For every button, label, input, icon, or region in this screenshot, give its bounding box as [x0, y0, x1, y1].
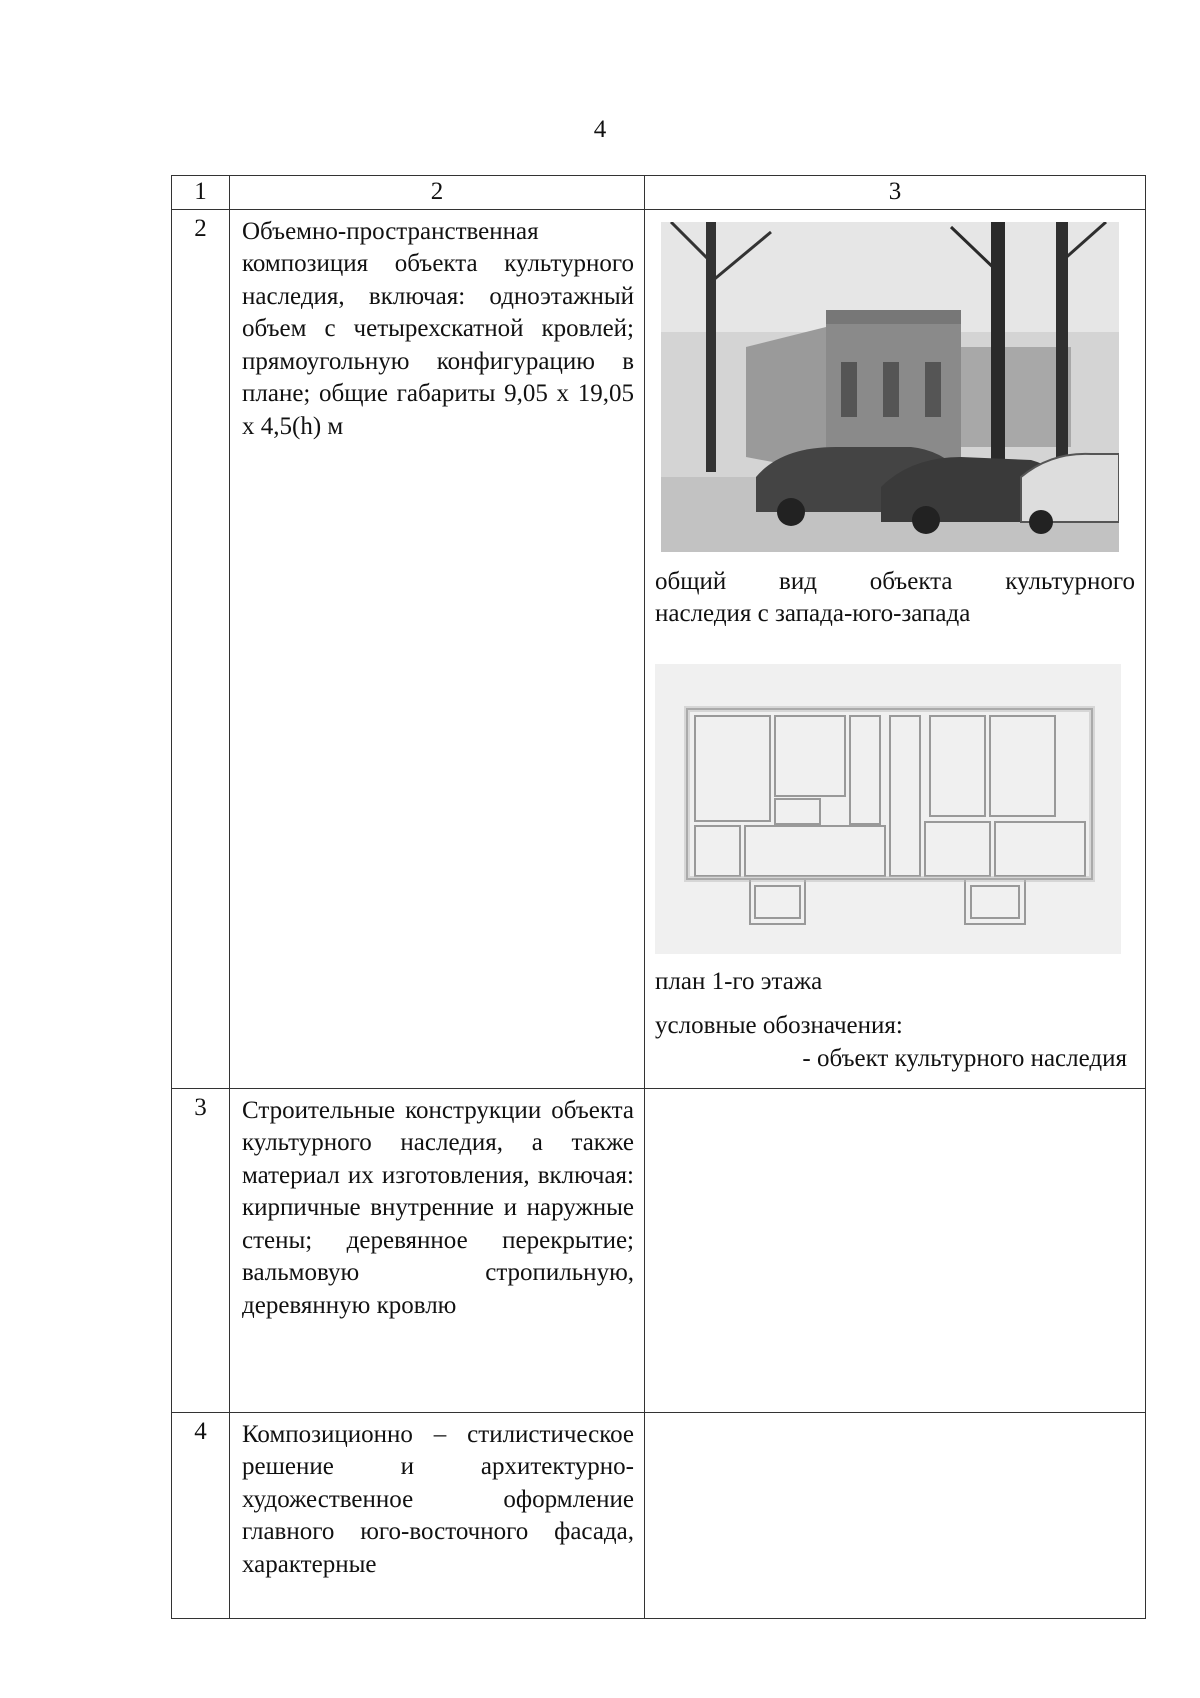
table-row [172, 1088, 1146, 1412]
building-photo [661, 222, 1119, 552]
header-cell-1: 1 [172, 176, 230, 210]
heritage-table [171, 175, 1146, 1619]
row-illustrations [645, 209, 1146, 1088]
row-number: 4 [172, 1412, 230, 1618]
legend-title: условные обозначения: [655, 1012, 903, 1039]
photo-caption [645, 552, 1145, 630]
legend-item: - объект культурного наследия [802, 1044, 1127, 1072]
plan-caption: план 1-го этажа [655, 967, 823, 995]
row-number: 2 [172, 209, 230, 1088]
photo-caption-line-2: наследия с запада-юго-запада [655, 599, 971, 627]
row-description: Строительные конструкции объекта культурного наследия, а также материал их изготовления, включая: кирпичные внутренние и наружные стены; деревянное перекрытие; вальмовую стропильную, деревянную кровлю [230, 1088, 645, 1412]
row-illustrations-empty [645, 1412, 1146, 1618]
row-description-cell [230, 1412, 645, 1618]
table-row [172, 1412, 1146, 1618]
header-cell-2: 2 [230, 176, 645, 210]
table-header-row [172, 176, 1146, 210]
floor-plan [655, 664, 1121, 954]
row-description: Композиционно – стилистическое решение и архитектурно-художественное оформление главного юго-восточного фасада, характерные [242, 1420, 634, 1578]
page-number: 4 [593, 116, 607, 143]
table-row [172, 209, 1146, 1088]
header-cell-3: 3 [645, 176, 1146, 210]
photo-caption-line-1: общий вид объекта культурного [655, 567, 1135, 595]
row-illustrations-empty [645, 1088, 1146, 1412]
row-description: Объемно-пространственная композиция объекта культурного наследия, включая: одноэтажный объем с четырехскатной кровлей; прямоугольную конфигурацию в плане; общие габариты 9,05 х 19,05 х 4,5(h) м [230, 209, 645, 1088]
row-number: 3 [172, 1088, 230, 1412]
